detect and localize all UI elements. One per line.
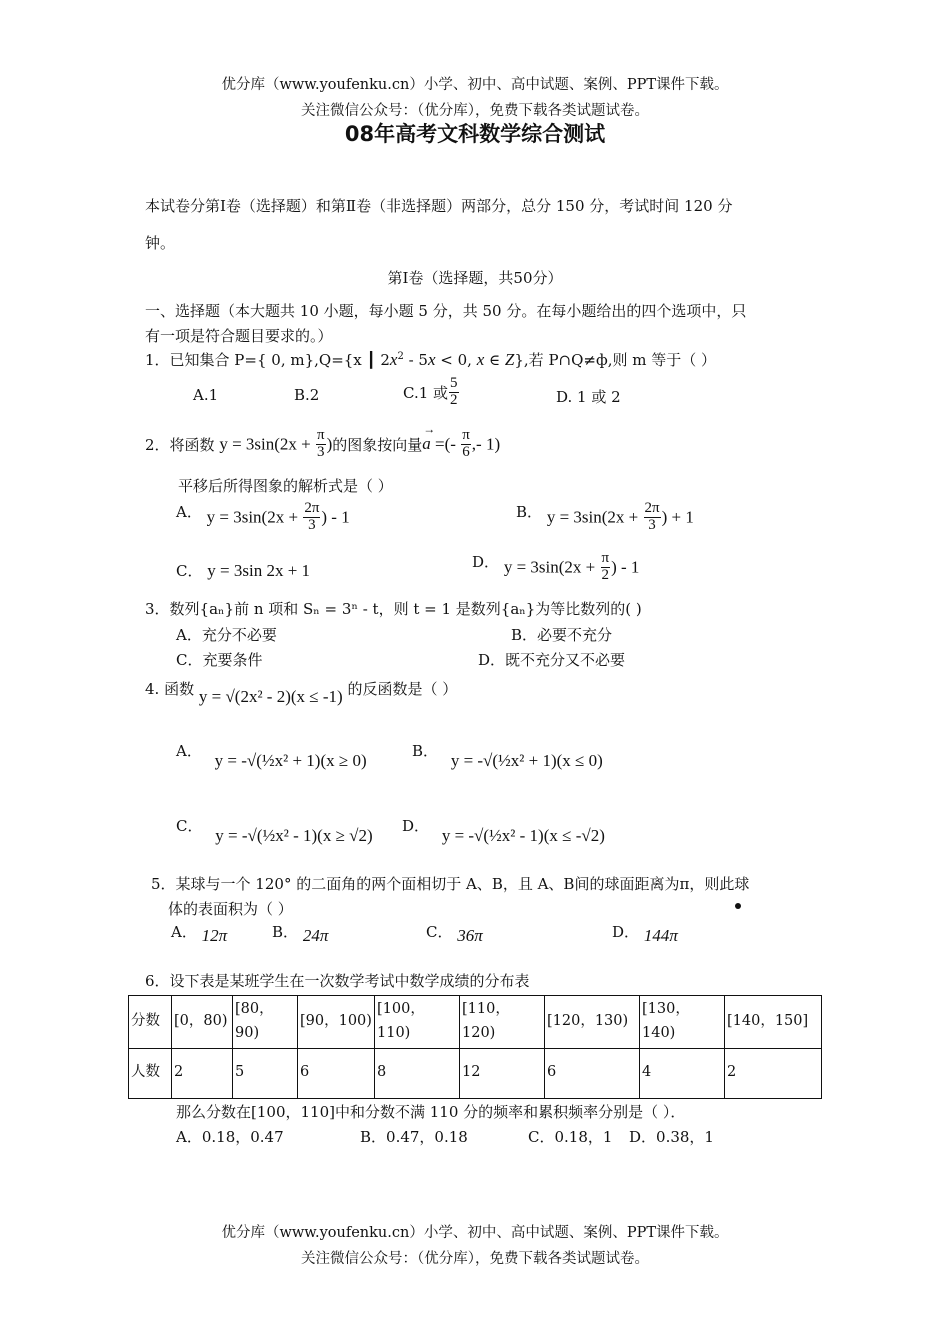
q2-b-num: 2π — [644, 500, 660, 516]
q2-vec-end: ,- 1) — [471, 434, 501, 454]
q2-option-b-label: B． — [516, 503, 543, 521]
footer-line-2: 关注微信公众号：（优分库），免费下载各类试题试卷。 — [301, 1251, 649, 1267]
q6-option-b: B．0.47，0.18 — [360, 1128, 468, 1146]
q2-vec-eq: =(- — [430, 434, 461, 454]
q5-option-d-value: 144π — [643, 926, 678, 945]
q5-option-a — [171, 921, 228, 945]
table-cell: 6 — [298, 1048, 375, 1098]
q1-option-c-fraction — [449, 376, 459, 409]
q1-exp: 2 — [397, 351, 404, 362]
q4-option-b-expr: y = -√(½x² + 1)(x ≤ 0) — [450, 751, 603, 770]
q1-option-b: B.2 — [294, 386, 320, 404]
q2-three: 3 — [317, 443, 325, 460]
table-cell: [100，110) — [375, 996, 460, 1049]
q2-d-den: 2 — [601, 566, 610, 583]
q6-option-a: A．0.18，0.47 — [176, 1128, 284, 1146]
q2-option-b-end: ) + 1 — [661, 507, 694, 527]
q4-option-a-expr: y = -√(½x² + 1)(x ≥ 0) — [214, 751, 367, 770]
q2-option-d-label: D． — [472, 553, 500, 571]
q5-option-c-label: C． — [426, 923, 453, 941]
q5-option-d — [612, 921, 678, 945]
table-cell: 4 — [640, 1048, 725, 1098]
q5-stem-2: 体的表面积为（ ） — [168, 900, 293, 918]
q5-option-b-label: B． — [272, 923, 299, 941]
q2-stem — [145, 422, 501, 461]
q2-option-d-fraction — [601, 551, 611, 584]
q2-option-a-label: A． — [176, 503, 202, 521]
q4-option-d-expr: y = -√(½x² - 1)(x ≤ -√2) — [441, 826, 605, 845]
q2-function-fraction — [316, 428, 326, 461]
q2-option-d-expr: y = 3sin(2x + — [503, 557, 600, 577]
q2-vec-letter: a — [422, 434, 431, 454]
q4-option-a-label: A． — [176, 742, 202, 760]
q1-x3: x — [476, 350, 485, 369]
q2-option-d-end: ) - 1 — [611, 557, 640, 577]
page-title: 08年高考文科数学综合测试 — [344, 122, 606, 146]
q1-x: x — [389, 350, 398, 369]
section-instruction-1: 一、选择题（本大题共 10 小题，每小题 5 分，共 50 分。在每小题给出的四个选项中，只 — [145, 302, 747, 320]
q2-vector — [422, 422, 436, 454]
q2-option-a — [176, 501, 350, 534]
q6-option-c: C．0.18，1 — [528, 1128, 613, 1146]
table-cell: 8 — [375, 1048, 460, 1098]
q4-option-c-label: C． — [176, 817, 203, 835]
table-row-header: 分数 — [129, 996, 172, 1049]
q2-b-den: 3 — [648, 516, 656, 533]
q2-option-a-end: ) - 1 — [321, 507, 350, 527]
q1-option-a: A.1 — [193, 386, 219, 404]
table-cell: [80，90) — [233, 996, 298, 1049]
q1-stem-d: ∈ — [484, 351, 505, 369]
q2-a-num: 2π — [304, 500, 320, 516]
section-title: 第Ⅰ卷（选择题，共50分） — [387, 269, 563, 287]
table-cell: [0，80) — [172, 996, 233, 1049]
q1-stem — [145, 349, 716, 370]
q5-option-d-label: D． — [612, 923, 640, 941]
q1-option-c-label: C.1 或 — [403, 383, 449, 402]
q4-option-c-expr: y = -√(½x² - 1)(x ≥ √2) — [215, 826, 373, 845]
q2-stem-continued: 平移后所得图象的解析式是（ ） — [178, 477, 393, 495]
q4-option-d — [402, 815, 605, 845]
table-cell: 6 — [545, 1048, 640, 1098]
q5-option-b — [272, 921, 329, 945]
q5-option-a-value: 12π — [201, 926, 228, 945]
q2-option-c-expr: y = 3sin 2x + 1 — [207, 561, 311, 580]
q2-option-d — [472, 551, 639, 584]
q2-option-a-expr: y = 3sin(2x + — [206, 507, 303, 527]
q3-option-a: A．充分不必要 — [176, 626, 277, 644]
q2-pi: π — [317, 427, 325, 443]
q2-option-b — [516, 501, 694, 534]
q6-stem: 6．设下表是某班学生在一次数学考试中数学成绩的分布表 — [145, 972, 530, 990]
table-row-header: 人数 — [129, 1048, 172, 1098]
q1-z: Z — [504, 350, 515, 369]
q4-option-d-label: D． — [402, 817, 430, 835]
q2-a-den: 3 — [308, 516, 316, 533]
q1-x2: x — [427, 350, 436, 369]
q2-vector-fraction — [461, 428, 471, 461]
q1-stem-c: < 0, — [435, 351, 477, 369]
q5-option-a-label: A． — [171, 923, 197, 941]
q5-option-c-value: 36π — [457, 926, 483, 945]
q5-option-c — [426, 921, 483, 945]
q6-question: 那么分数在[100，110]中和分数不满 110 分的频率和累积频率分别是（ ）． — [176, 1103, 686, 1121]
table-cell: 2 — [172, 1048, 233, 1098]
q1-stem-e: },若 P∩Q≠ф,则 m 等于（ ） — [514, 351, 717, 369]
table-row-scores — [129, 996, 822, 1049]
q2-vec-six: 6 — [462, 443, 470, 460]
header-line-1: 优分库（www.youfenku.cn）小学、初中、高中试题、案例、PPT课件下载。 — [221, 77, 729, 93]
q1-frac-num: 5 — [450, 375, 458, 391]
q1-frac-den: 2 — [450, 391, 458, 408]
q2-option-c — [176, 560, 310, 581]
section-instruction-2: 有一项是符合题目要求的。） — [145, 327, 333, 345]
q4-option-c — [176, 815, 373, 845]
q2-close: ) — [326, 434, 333, 454]
q3-option-c: C．充要条件 — [176, 651, 263, 669]
q1-stem-b: - 5 — [403, 351, 428, 369]
q4-option-b — [412, 740, 603, 770]
table-cell: [140，150] — [725, 996, 822, 1049]
table-cell: [120，130) — [545, 996, 640, 1049]
q2-d-num: π — [601, 550, 610, 566]
table-cell: 2 — [725, 1048, 822, 1098]
table-cell: 5 — [233, 1048, 298, 1098]
footer-line-1: 优分库（www.youfenku.cn）小学、初中、高中试题、案例、PPT课件下载。 — [221, 1225, 729, 1241]
q4-function: y = √(2x² - 2)(x ≤ -1) — [198, 687, 343, 706]
q4-stem-a: 4. 函数 — [145, 680, 195, 698]
q2-stem-b: 的图象按向量 — [332, 435, 423, 454]
table-row-counts — [129, 1048, 822, 1098]
table-cell: [90，100) — [298, 996, 375, 1049]
q2-option-b-fraction — [644, 501, 661, 534]
q2-function: y = 3sin(2x + — [219, 434, 316, 454]
stray-dot — [735, 903, 741, 909]
q3-stem: 3．数列{aₙ}前 n 项和 Sₙ = 3ⁿ - t，则 t = 1 是数列{aₙ}为等比数列的( ) — [145, 600, 642, 618]
table-cell: 12 — [460, 1048, 545, 1098]
q3-option-d: D．既不充分又不必要 — [478, 651, 626, 669]
intro-line-2: 钟。 — [145, 234, 176, 252]
q2-option-b-expr: y = 3sin(2x + — [546, 507, 643, 527]
q2-stem-a: 2．将函数 — [145, 435, 215, 454]
table-cell: [130，140) — [640, 996, 725, 1049]
header-line-2: 关注微信公众号：（优分库），免费下载各类试题试卷。 — [301, 103, 649, 119]
q5-stem-1: 5．某球与一个 120° 的二面角的两个面相切于 A、B，且 A、B间的球面距离为π，则此球 — [151, 875, 750, 893]
q2-vec-pi: π — [462, 427, 470, 443]
q2-option-a-fraction — [303, 501, 320, 534]
q2-option-c-label: C． — [176, 562, 203, 580]
q4-stem-b: 的反函数是（ ） — [347, 680, 458, 698]
q3-option-b: B．必要不充分 — [511, 626, 613, 644]
table-cell: [110，120) — [460, 996, 545, 1049]
q1-option-d: D. 1 或 2 — [556, 388, 621, 406]
q1-stem-a: 1．已知集合 P={ 0, m},Q={x ┃ 2 — [145, 351, 390, 369]
q6-option-d: D．0.38，1 — [629, 1128, 714, 1146]
score-distribution-table — [128, 995, 822, 1099]
q4-option-a — [176, 740, 367, 770]
q5-option-b-value: 24π — [302, 926, 329, 945]
vector-arrow-icon: → — [423, 422, 436, 437]
intro-line-1: 本试卷分第Ⅰ卷（选择题）和第Ⅱ卷（非选择题）两部分，总分 150 分，考试时间 120 分 — [145, 197, 733, 215]
q1-option-c — [403, 376, 460, 409]
q4-option-b-label: B． — [412, 742, 439, 760]
q4-stem — [145, 678, 458, 706]
